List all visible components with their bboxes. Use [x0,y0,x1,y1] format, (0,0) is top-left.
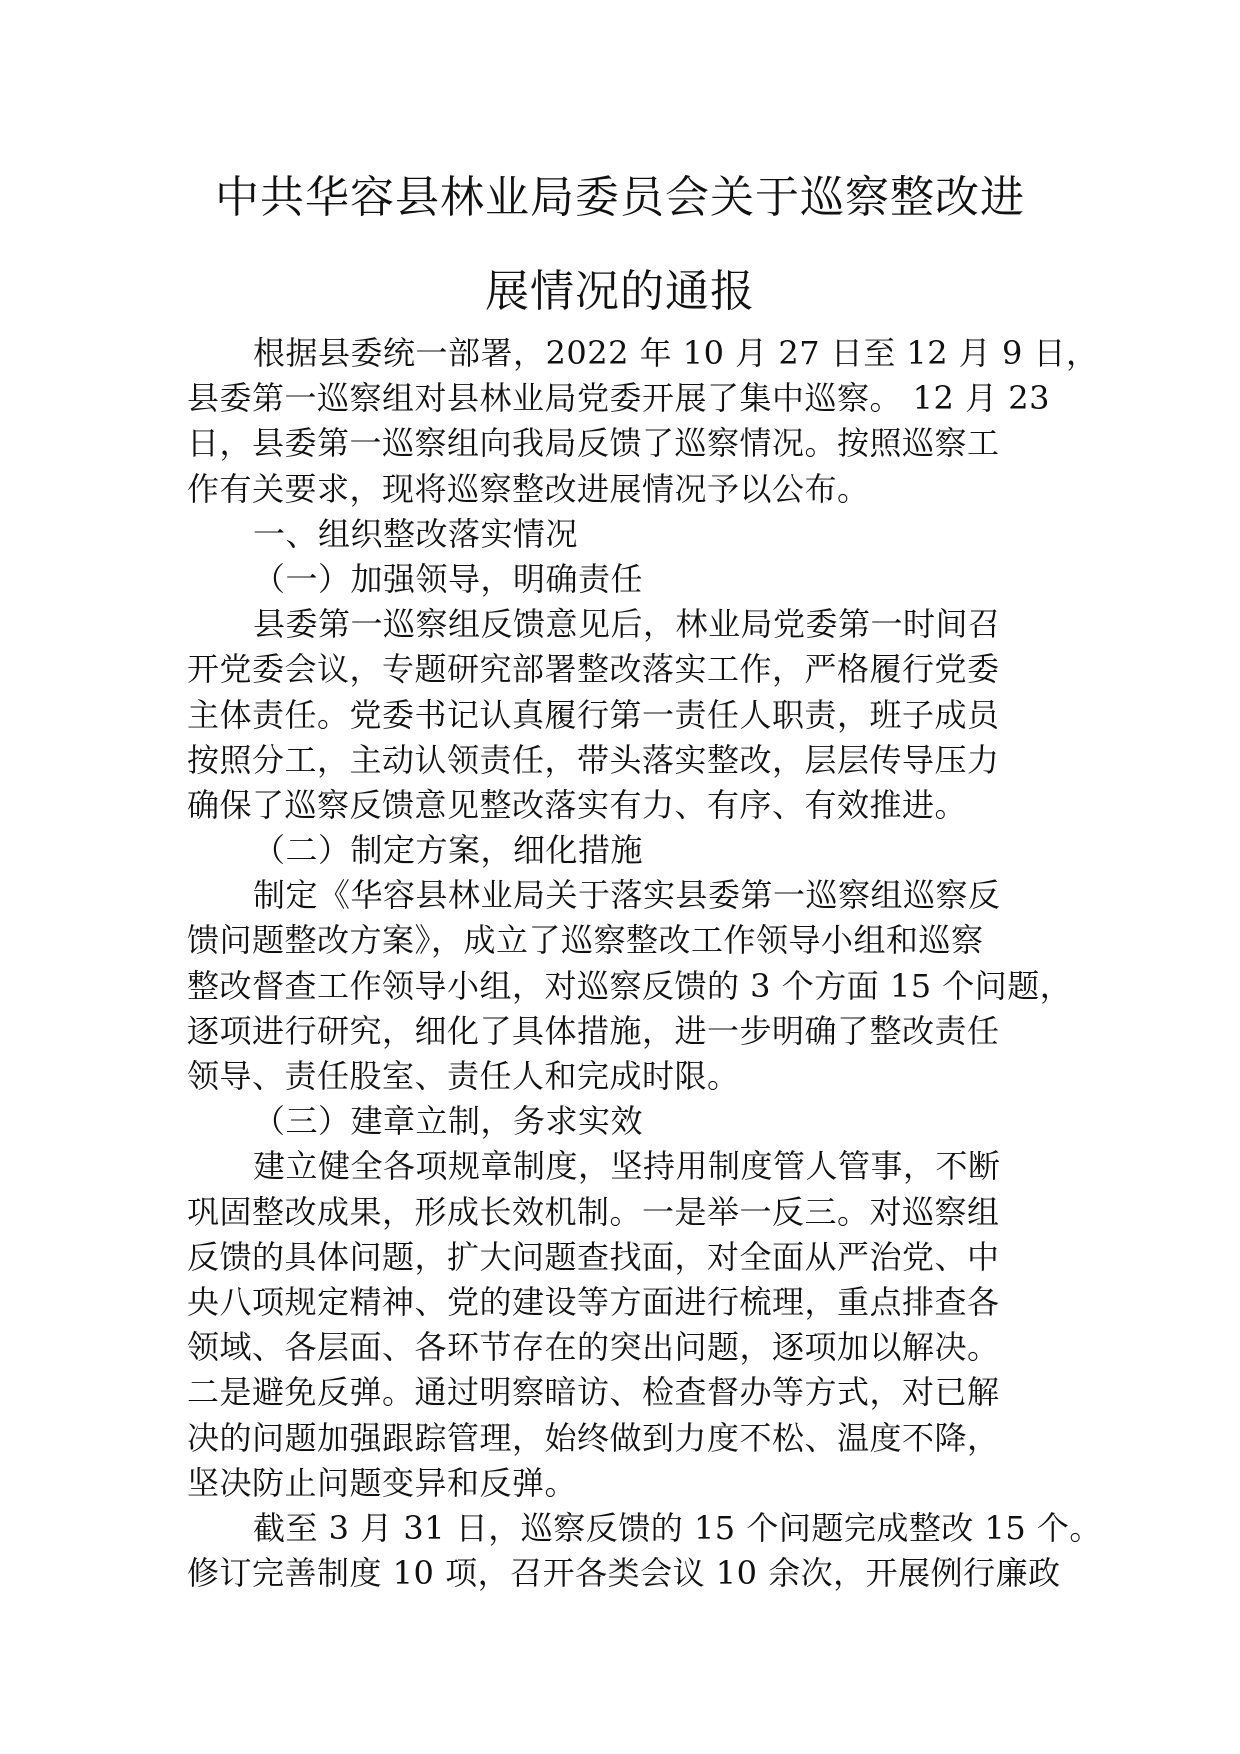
body-line: 确保了巡察反馈意见整改落实有力、有序、有效推进。 [187,785,968,824]
body-line: 建立健全各项规章制度，坚持用制度管人管事，不断 [253,1147,1001,1186]
body-line: （三）建章立制，务求实效 [253,1102,644,1141]
body-line: 二是避免反弹。通过明察暗访、检查督办等方式，对已解 [187,1373,1000,1412]
body-line: 决的问题加强跟踪管理，始终做到力度不松、温度不降， [187,1418,1000,1457]
body-line: 县委第一巡察组对县林业局党委开展了集中巡察。 12 月 23 [187,379,1050,418]
body-line: 坚决防止问题变异和反弹。 [187,1463,578,1502]
document-body [187,331,1102,1596]
body-line: 领域、各层面、各环节存在的突出问题，逐项加以解决。 [187,1328,1000,1367]
body-line: 日，县委第一巡察组向我局反馈了巡察情况。按照巡察工 [187,424,1000,463]
body-line: 制定《华容县林业局关于落实县委第一巡察组巡察反 [253,876,1001,915]
body-line: 领导、责任股室、责任人和完成时限。 [187,1057,740,1095]
body-line: 巩固整改成果，形成长效机制。一是举一反三。对巡察组 [187,1192,1000,1231]
body-line: 一、组织整改落实情况 [253,514,579,553]
body-line: （一）加强领导，明确责任 [253,559,644,598]
body-line: 主体责任。党委书记认真履行第一责任人职责，班子成员 [187,695,1000,734]
document-title-line-1: 中共华容县林业局委员会关于巡察整改进 [215,172,1025,223]
body-line: 整改督查工作领导小组，对巡察反馈的 3 个方面 15 个问题， [187,966,1073,1005]
body-line: 反馈的具体问题，扩大问题查找面，对全面从严治党、中 [187,1237,1000,1276]
body-line: 修订完善制度 10 项，召开各类会议 10 余次，开展例行廉政 [187,1554,1061,1593]
body-line: 开党委会议，专题研究部署整改落实工作，严格履行党委 [187,650,1000,689]
body-line: （二）制定方案，细化措施 [253,831,644,870]
body-line: 逐项进行研究，细化了具体措施，进一步明确了整改责任 [187,1011,1000,1050]
body-line: 县委第一巡察组反馈意见后，林业局党委第一时间召 [253,605,1001,644]
body-line: 根据县委统一部署，2022 年 10 月 27 日至 12 月 9 日， [253,334,1099,372]
document-title-line-2: 展情况的通报 [485,266,755,317]
body-line: 央八项规定精神、党的建设等方面进行梳理，重点排查各 [187,1282,1000,1321]
body-line: 按照分工，主动认领责任，带头落实整改，层层传导压力 [187,740,1000,779]
body-line: 截至 3 月 31 日，巡察反馈的 15 个问题完成整改 15 个。 [253,1508,1102,1547]
body-line: 作有关要求，现将巡察整改进展情况予以公布。 [187,469,870,508]
body-line: 馈问题整改方案》，成立了巡察整改工作领导小组和巡察 [187,921,984,960]
